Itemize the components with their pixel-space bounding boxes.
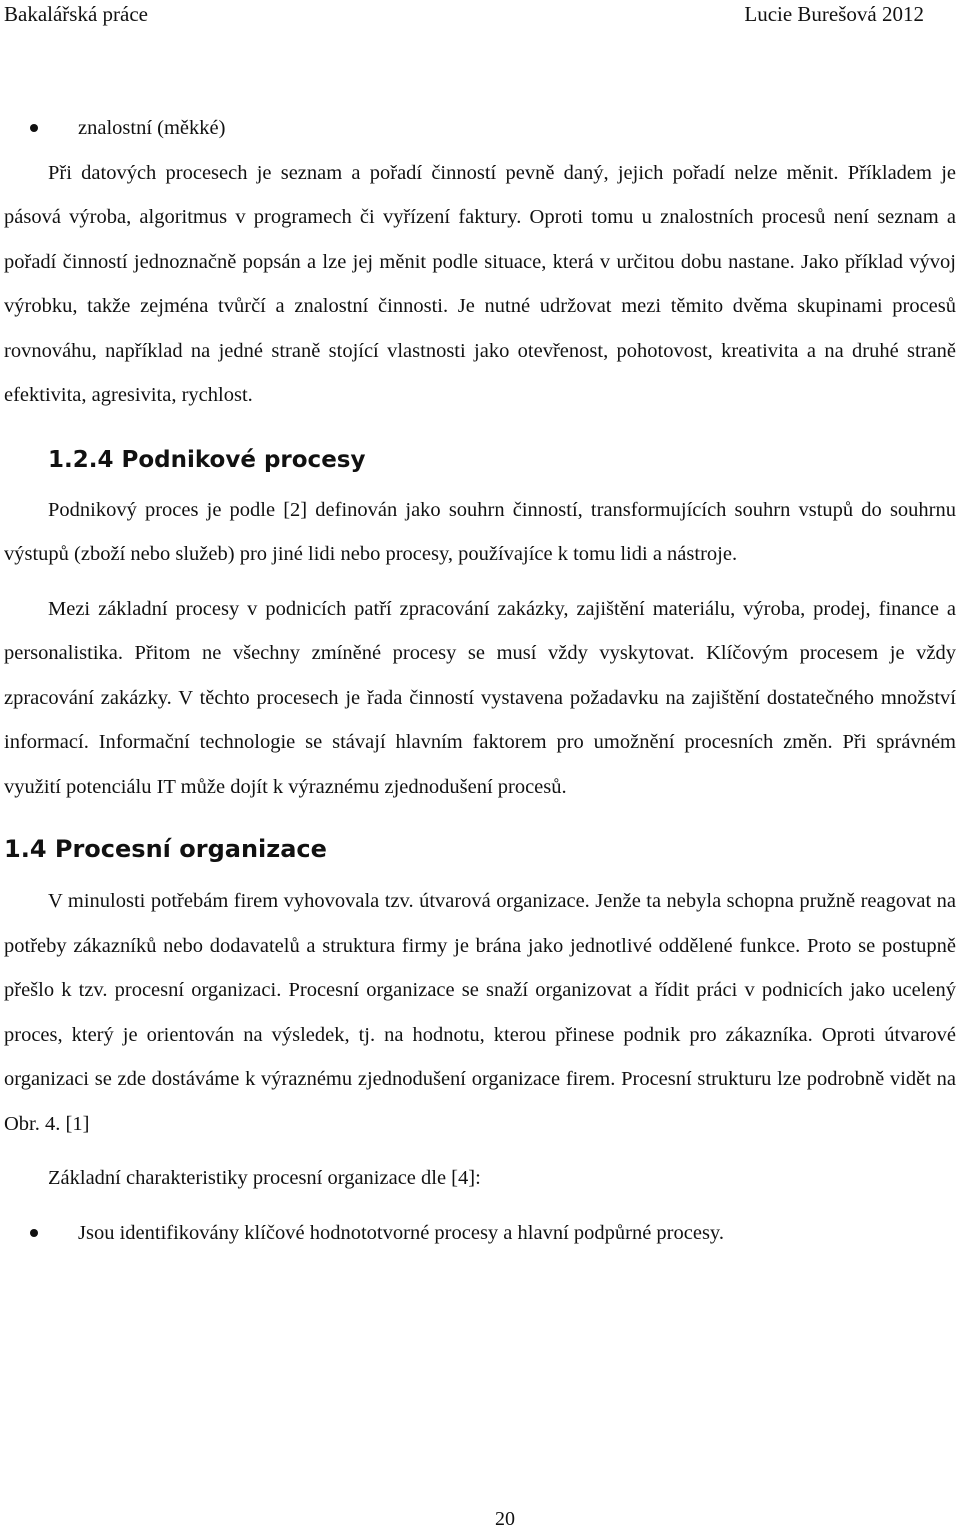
bullet-item (4, 106, 956, 151)
page-content (4, 106, 956, 1255)
header-title: Bakalářská práce (4, 2, 148, 26)
chapter-heading: 1.4 Procesní organizace (4, 835, 327, 863)
paragraph: Mezi základní procesy v podnicích patří zpracování zakázky, zajištění materiálu, výroba, prodej, finance a personalistika. Přitom ne všechny zmíněné procesy se musí vždy vyskytovat. Klíčovým procesem je vždy zpracování zakázky. V těchto procesech je řada činností vystavena požadavku na zajištění dostatečného množství informací. Informační technologie se stávají hlavním faktorem pro umožnění procesních změn. Při správném využití potenciálu IT může dojít k výraznému zjednodušení procesů. (4, 597, 956, 798)
page-header (0, 0, 960, 30)
page-number: 20 (495, 1508, 515, 1530)
paragraph: Při datových procesech je seznam a pořadí činností pevně daný, jejich pořadí nelze měnit. Příkladem je pásová výroba, algoritmus v programech či vyřízení faktury. Oproti tomu u znalostních procesů není seznam a pořadí činností jednoznačně popsán a lze jej měnit podle situace, která v určitou dobu nastane. Jako příklad vývoj výrobku, takže zejména tvůrčí a znalostní činnosti. Je nutné udržovat mezi těmito dvěma skupinami procesů rovnováhu, například na jedné straně stojící vlastnosti jako otevřenost, pohotovost, kreativita a na druhé straně efektivita, agresivita, rychlost. (4, 161, 956, 406)
bullet-text: Jsou identifikovány klíčové hodnototvorné procesy a hlavní podpůrné procesy. (78, 1221, 724, 1244)
paragraph: Základní charakteristiky procesní organizace dle [4]: (48, 1167, 481, 1189)
paragraph: V minulosti potřebám firem vyhovovala tzv. útvarová organizace. Jenže ta nebyla schopna pružně reagovat na potřeby zákazníků nebo dodavatelů a struktura firmy je brána jako jednotlivé oddělené funkce. Proto se postupně přešlo k tzv. procesní organizaci. Procesní organizace se snaží organizovat a řídit práci v podnicích jako ucelený proces, který je orientován na výsledek, tj. na hodnotu, kterou přinese podnik pro zákazníka. Oproti útvarové organizaci se zde dostáváme k výraznému zjednodušení organizace firem. Procesní strukturu lze podrobně vidět na Obr. 4. [1] (4, 890, 956, 1135)
section-heading: 1.2.4 Podnikové procesy (48, 446, 366, 473)
bullet-text: znalostní (měkké) (78, 117, 226, 139)
header-author: Lucie Burešová 2012 (744, 2, 924, 26)
bullet-icon (30, 124, 38, 132)
bullet-item (4, 1211, 956, 1256)
bullet-icon (30, 1229, 38, 1237)
paragraph: Podnikový proces je podle [2] definován jako souhrn činností, transformujících souhrn vstupů do souhrnu výstupů (zboží nebo služeb) pro jiné lidi nebo procesy, používajíce k tomu lidi a nástroje. (4, 498, 956, 565)
